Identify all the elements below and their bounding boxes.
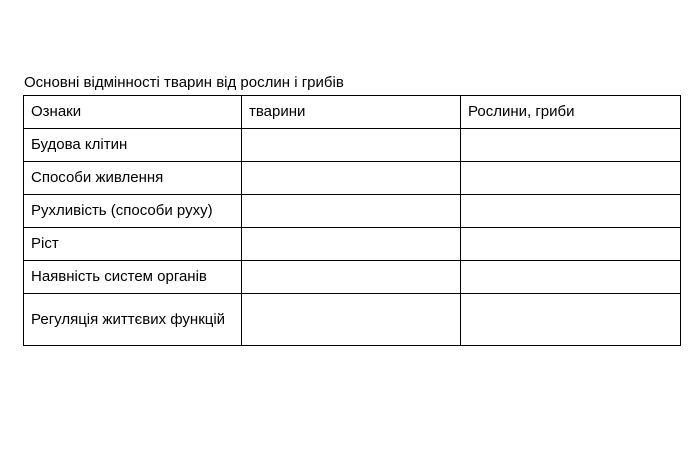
animals-answer-cell	[242, 228, 461, 261]
header-row	[24, 96, 681, 129]
row-label-cell: Способи живлення	[24, 162, 242, 195]
table-row	[24, 261, 681, 294]
plants-fungi-answer-cell	[461, 261, 681, 294]
table-row	[24, 162, 681, 195]
header-cell-animals: тварини	[242, 96, 461, 129]
animals-answer-cell	[242, 129, 461, 162]
table-row	[24, 129, 681, 162]
header-cell-features: Ознаки	[24, 96, 242, 129]
plants-fungi-answer-cell	[461, 294, 681, 346]
comparison-table	[23, 95, 681, 346]
header-cell-plants-fungi: Рослини, гриби	[461, 96, 681, 129]
table-row	[24, 195, 681, 228]
table-caption: Основні відмінності тварин від рослин і грибів	[24, 74, 344, 91]
plants-fungi-answer-cell	[461, 129, 681, 162]
plants-fungi-answer-cell	[461, 162, 681, 195]
plants-fungi-answer-cell	[461, 195, 681, 228]
animals-answer-cell	[242, 195, 461, 228]
animals-answer-cell	[242, 261, 461, 294]
row-label-cell: Регуляція життєвих функцій	[24, 294, 242, 346]
row-label-cell: Ріст	[24, 228, 242, 261]
row-label-cell: Рухливість (способи руху)	[24, 195, 242, 228]
animals-answer-cell	[242, 162, 461, 195]
plants-fungi-answer-cell	[461, 228, 681, 261]
table-row	[24, 228, 681, 261]
row-label-cell: Будова клітин	[24, 129, 242, 162]
row-label-cell: Наявність систем органів	[24, 261, 242, 294]
table-row	[24, 294, 681, 346]
animals-answer-cell	[242, 294, 461, 346]
